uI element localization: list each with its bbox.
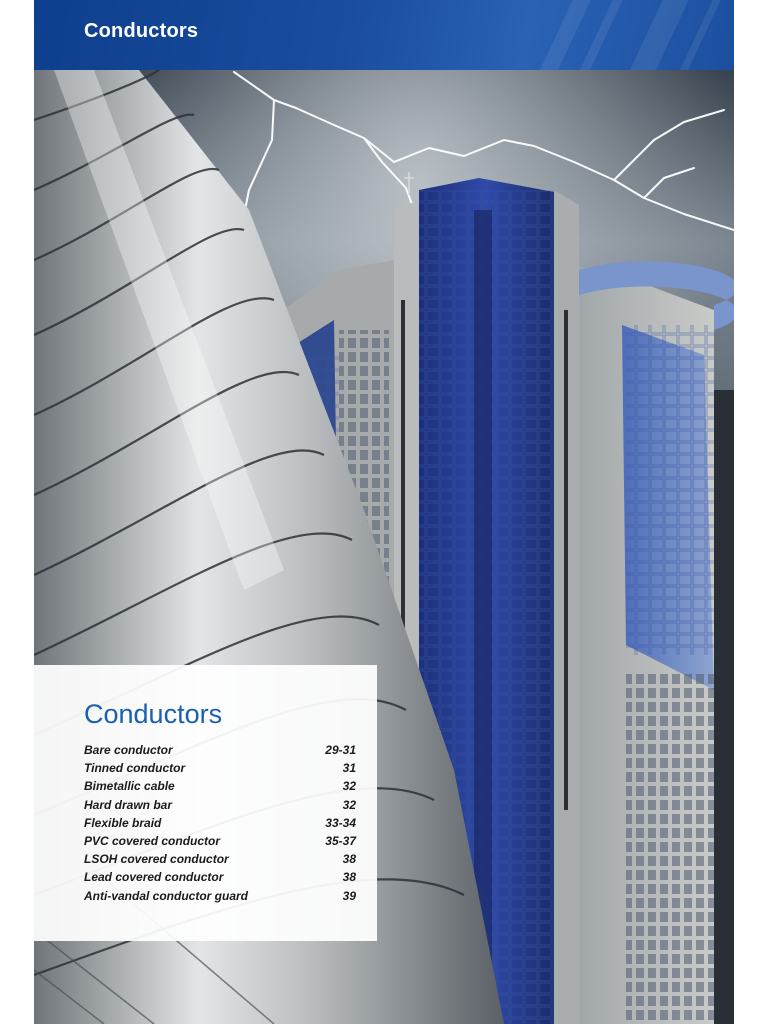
brochure-page (34, 0, 734, 1024)
contents-entry[interactable] (84, 779, 356, 797)
entry-label: Tinned conductor (84, 761, 186, 776)
contents-list (84, 743, 356, 907)
entry-label: LSOH covered conductor (84, 852, 229, 867)
entry-pages: 38 (342, 870, 356, 885)
entry-label: Bare conductor (84, 743, 173, 757)
contents-title: Conductors (84, 699, 223, 729)
entry-pages: 31 (342, 761, 356, 776)
contents-entry[interactable] (84, 852, 356, 870)
section-header-bar (34, 0, 734, 70)
entry-label: Flexible braid (84, 815, 162, 830)
contents-entry[interactable] (84, 761, 356, 779)
entry-pages: 38 (342, 852, 356, 867)
entry-pages: 32 (342, 797, 356, 812)
contents-panel (34, 665, 377, 941)
contents-entry[interactable] (84, 889, 356, 907)
entry-label: Lead covered conductor (84, 870, 224, 885)
contents-entry[interactable] (84, 798, 356, 816)
entry-pages: 29-31 (325, 743, 356, 757)
entry-pages: 33-34 (325, 815, 356, 830)
contents-entry[interactable] (84, 834, 356, 852)
entry-label: Anti-vandal conductor guard (84, 888, 249, 903)
contents-entry[interactable] (84, 816, 356, 834)
entry-pages: 39 (342, 888, 356, 903)
entry-label: PVC covered conductor (84, 833, 221, 848)
entry-label: Hard drawn bar (84, 797, 173, 812)
section-title: Conductors (84, 20, 199, 42)
entry-label: Bimetallic cable (84, 779, 175, 794)
contents-entry[interactable] (84, 743, 356, 761)
entry-pages: 35-37 (325, 833, 356, 848)
entry-pages: 32 (342, 779, 356, 794)
contents-entry[interactable] (84, 870, 356, 888)
